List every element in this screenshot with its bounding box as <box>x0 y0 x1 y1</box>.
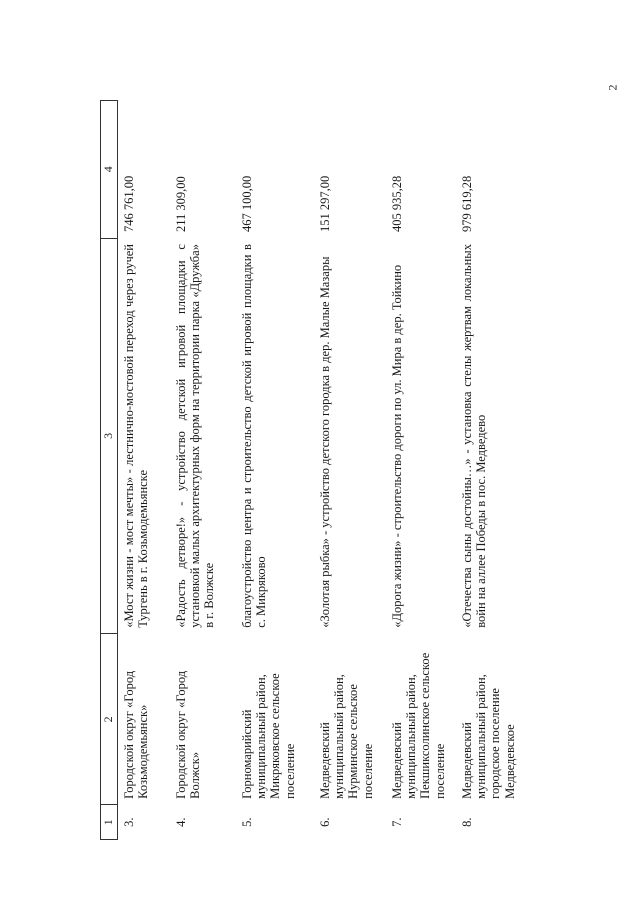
header-col-4: 4 <box>101 101 118 239</box>
table-header-row <box>101 101 118 840</box>
table-row <box>386 101 456 840</box>
table-row <box>118 101 171 840</box>
row-territory: Медведевский муниципальный район, городское поселение Медведевское <box>460 674 517 799</box>
row-territory: Городской округ «Город Волжск» <box>174 670 203 799</box>
row-territory: Городской округ «Город Козьмодемьянск» <box>122 670 151 799</box>
row-amount: 746 761,00 <box>122 175 136 233</box>
row-number: 3. <box>122 817 136 827</box>
row-number: 8. <box>460 817 474 827</box>
row-project: «Отечества сыны достойны…» - установка стелы жертвам локальных войн на аллее Победы в пос. Медведево <box>460 244 489 628</box>
row-amount: 979 619,28 <box>460 175 474 233</box>
row-project: благоустройство центра и строительство детской игровой площадки в с. Микряково <box>240 244 269 628</box>
header-col-1: 1 <box>101 805 118 840</box>
row-project: «Дорога жизни» - строительство дороги по ул. Мира в дер. Тойкино <box>390 264 404 628</box>
header-col-2: 2 <box>101 634 118 805</box>
row-project: «Золотая рыбка» - устройство детского городка в дер. Малые Мазары <box>318 256 332 628</box>
row-territory: Медведевский муниципальный район, Нурминское сельское поселение <box>318 674 375 799</box>
row-project: «Мост жизни - мост мечты» - лестнично-мостовой переход через ручей Тургень в г. Козьмодемьянске <box>122 244 151 628</box>
table-row <box>170 101 236 840</box>
row-number: 6. <box>318 817 332 827</box>
row-project: «Радость детворе!» - устройство детской игровой площадки с установкой малых архитектурных форм на территории парка «Дружба» в г. Волжске <box>174 244 217 628</box>
row-amount: 467 100,00 <box>240 175 254 233</box>
row-amount: 405 935,28 <box>390 175 404 233</box>
row-territory: Горномарийский муниципальный район, Микряковское сельское поселение <box>240 673 297 799</box>
page-number: 2 <box>605 84 620 91</box>
row-number: 5. <box>240 817 254 827</box>
table-row <box>456 101 530 840</box>
row-number: 7. <box>390 817 404 827</box>
table-row <box>314 101 386 840</box>
table-row <box>236 101 314 840</box>
header-col-3: 3 <box>101 238 118 634</box>
row-amount: 211 309,00 <box>174 176 188 233</box>
projects-table <box>100 100 530 840</box>
row-territory: Медведевский муниципальный район, Пекшиксолинское сельское поселение <box>390 652 447 799</box>
row-amount: 151 297,00 <box>318 175 332 233</box>
rotated-table-container <box>100 100 640 840</box>
row-number: 4. <box>174 817 188 827</box>
